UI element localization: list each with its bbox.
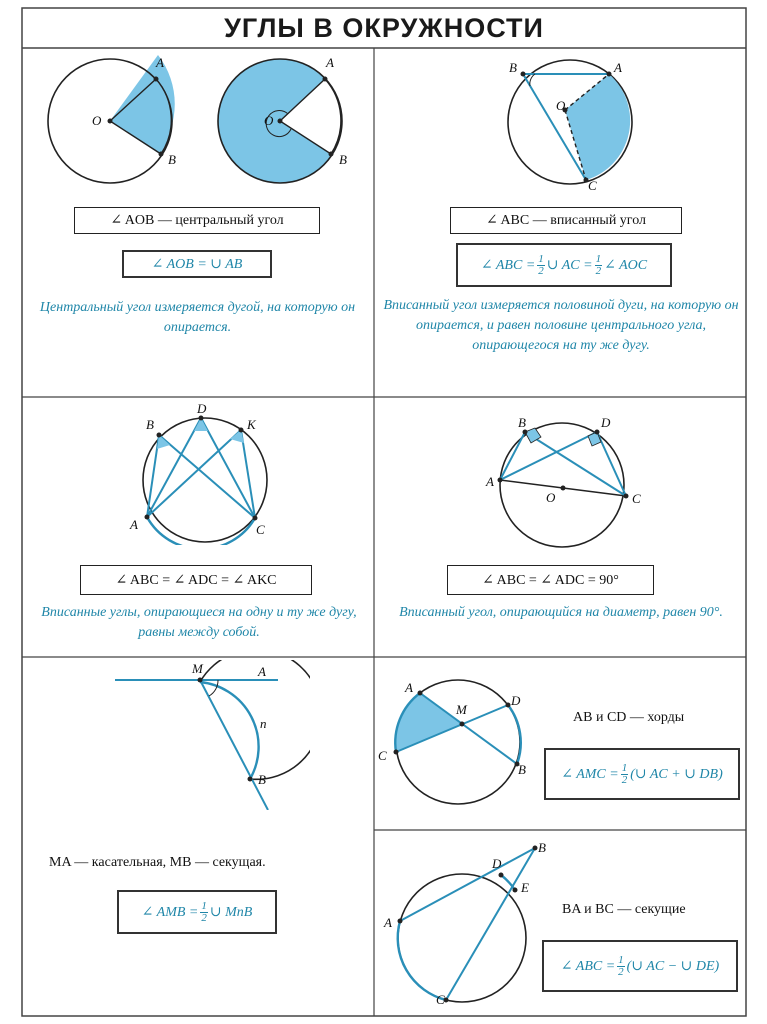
inscribed-angle-figure xyxy=(490,52,670,192)
label-o2: O xyxy=(264,113,274,128)
formula-right: (∪ AC + ∪ DB) xyxy=(630,766,723,782)
formula-right: (∪ AC − ∪ DE) xyxy=(626,958,720,974)
fraction-half-1 xyxy=(537,254,545,277)
label-d: D xyxy=(601,415,611,430)
label-o1: O xyxy=(92,113,102,128)
equal-angles-note: Вписанные углы, опирающиеся на одну и ту же дугу, равны между собой. xyxy=(41,605,357,640)
label-m: M xyxy=(192,661,203,676)
label-a: A xyxy=(258,664,266,679)
label-a2: A xyxy=(326,55,334,70)
label-c: C xyxy=(378,748,387,763)
diameter-angle-note: Вписанный угол, опирающийся на диаметр, равен 90°. xyxy=(399,605,723,620)
inscribed-angle-formula xyxy=(456,243,672,287)
inscribed-angle-definition: ∠ ABC — вписанный угол xyxy=(450,207,682,234)
fraction-half xyxy=(621,763,629,786)
fraction-half xyxy=(617,955,625,978)
formula-right: ∠ AOC xyxy=(604,257,648,273)
label-a: A xyxy=(384,915,392,930)
formula-mid: ∪ AC = xyxy=(546,257,593,273)
label-a: A xyxy=(405,680,413,695)
label-c: C xyxy=(256,522,265,537)
label-b: B xyxy=(518,415,526,430)
label-a: A xyxy=(130,517,138,532)
label-o: O xyxy=(556,98,566,113)
central-angle-formula: ∠ AOB = ∪ AB xyxy=(122,250,272,278)
secants-formula xyxy=(542,940,738,992)
frac-num: 1 xyxy=(538,252,544,265)
label-n: n xyxy=(260,716,267,731)
two-secants-figure xyxy=(380,838,560,1008)
formula-left: ∠ AMC = xyxy=(561,766,619,782)
frac-num: 1 xyxy=(621,761,628,774)
frac-den: 2 xyxy=(618,965,624,978)
tangent-secant-figure xyxy=(110,660,310,810)
frac-den: 2 xyxy=(201,911,207,924)
frac-num: 1 xyxy=(618,953,624,966)
formula-left: ∠ ABC = xyxy=(560,958,616,974)
frac-num: 1 xyxy=(201,899,207,912)
inscribed-angle-note: Вписанный угол измеряется половиной дуги, на которую он опирается, и равен половине центрального угла, опирающегося на ту же дугу. xyxy=(383,298,739,353)
label-d: D xyxy=(492,856,502,871)
label-b: B xyxy=(258,772,266,787)
label-b: B xyxy=(538,840,546,855)
central-angle-definition: ∠ AOB — центральный угол xyxy=(74,207,320,234)
label-c: C xyxy=(436,992,445,1007)
label-b1: B xyxy=(168,152,176,167)
label-a: A xyxy=(614,60,622,75)
secants-caption: BA и BC — секущие xyxy=(562,902,686,917)
chords-caption: AB и CD — хорды xyxy=(573,710,685,725)
tangent-secant-formula xyxy=(117,890,277,934)
tangent-secant-caption: MA — касательная, MB — секущая. xyxy=(49,855,266,870)
label-e: E xyxy=(521,880,529,895)
label-m: M xyxy=(456,702,467,717)
label-c: C xyxy=(632,491,641,506)
label-k: K xyxy=(247,417,256,432)
central-angle-figure xyxy=(30,50,370,200)
equal-inscribed-angles-figure xyxy=(115,405,295,545)
label-a1: A xyxy=(156,55,164,70)
frac-den: 2 xyxy=(595,264,602,277)
equal-angles-formula: ∠ ABC = ∠ ADC = ∠ AKC xyxy=(80,565,312,595)
label-d: D xyxy=(197,401,207,416)
label-d: D xyxy=(511,693,521,708)
diameter-angle-figure xyxy=(485,410,645,550)
central-angle-note: Центральный угол измеряется дугой, на которую он опирается. xyxy=(39,300,356,335)
formula-right: ∪ MnB xyxy=(209,904,253,920)
label-b: B xyxy=(509,60,517,75)
page-title: УГЛЫ В ОКРУЖНОСТИ xyxy=(224,13,544,43)
label-a: A xyxy=(486,474,494,489)
label-b: B xyxy=(518,762,526,777)
label-c: C xyxy=(588,178,597,193)
label-b: B xyxy=(146,417,154,432)
label-b2: B xyxy=(339,152,347,167)
frac-den: 2 xyxy=(621,773,628,786)
chords-formula xyxy=(544,748,740,800)
frac-den: 2 xyxy=(538,264,544,277)
frac-num: 1 xyxy=(595,252,602,265)
formula-left: ∠ ABC = xyxy=(480,257,536,273)
fraction-half xyxy=(200,901,208,924)
formula-left: ∠ AMB = xyxy=(141,904,199,920)
fraction-half-2 xyxy=(595,254,603,277)
label-o: O xyxy=(546,490,556,505)
diameter-angle-formula: ∠ ABC = ∠ ADC = 90° xyxy=(447,565,654,595)
